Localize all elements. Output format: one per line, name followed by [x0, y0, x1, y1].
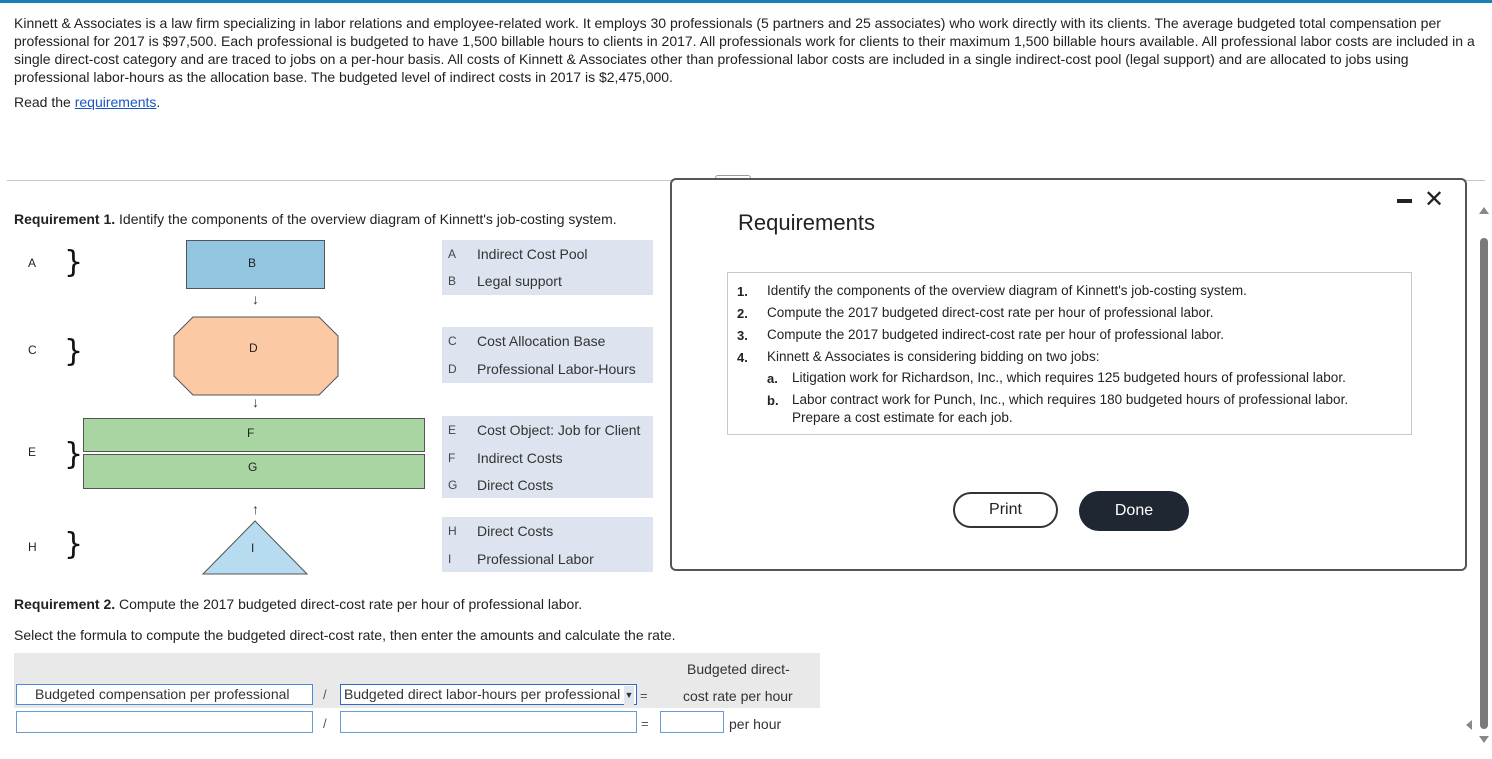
- req-subitem: Labor contract work for Punch, Inc., which requires 180 budgeted hours of professional labor.: [792, 392, 1349, 407]
- modal-title: Requirements: [738, 210, 875, 235]
- top-accent-bar: [0, 0, 1492, 3]
- answer-row-e: [442, 418, 653, 442]
- requirement-2-heading: [14, 596, 582, 612]
- answer-letter: G: [448, 478, 458, 492]
- answer-text[interactable]: Direct Costs: [477, 523, 554, 539]
- equals-sign: =: [641, 716, 649, 731]
- answer-letter: H: [448, 524, 457, 538]
- denominator-select-value: Budgeted direct labor-hours per professional: [344, 686, 621, 702]
- answer-text[interactable]: Direct Costs: [477, 477, 554, 493]
- requirements-list: [727, 272, 1412, 435]
- answer-text[interactable]: Indirect Costs: [477, 450, 563, 466]
- req1-bold: Requirement 1.: [14, 211, 116, 227]
- answer-row-i: [442, 547, 653, 571]
- answer-row-h: [442, 519, 653, 543]
- req2-text: Compute the 2017 budgeted direct-cost rate per hour of professional labor.: [115, 596, 583, 612]
- hours-input[interactable]: [340, 711, 637, 733]
- scrollbar-thumb[interactable]: [1480, 238, 1488, 729]
- answer-letter: D: [448, 362, 457, 376]
- compensation-input[interactable]: [16, 711, 313, 733]
- answer-letter: C: [448, 334, 457, 348]
- read-suffix: .: [156, 94, 161, 110]
- direct-cost-triangle: [202, 520, 308, 575]
- print-button[interactable]: Print: [953, 492, 1058, 528]
- arrow-down-2: ↓: [252, 394, 259, 410]
- read-requirements: [14, 94, 160, 110]
- answer-row-g: [442, 473, 653, 497]
- answer-text[interactable]: Professional Labor-Hours: [477, 361, 636, 377]
- numerator-select[interactable]: [16, 684, 313, 705]
- answer-row-a: [442, 242, 653, 266]
- req-item: Kinnett & Associates is considering bidding on two jobs:: [767, 349, 1100, 364]
- numerator-select-value: Budgeted compensation per professional: [35, 686, 290, 702]
- shape-label-i: I: [251, 541, 255, 555]
- answer-letter: B: [448, 274, 457, 288]
- req-subitem-continuation: Prepare a cost estimate for each job.: [792, 410, 1013, 425]
- req-subnum: b.: [767, 393, 779, 408]
- req-num: 4.: [737, 350, 748, 365]
- answer-block-hi: [442, 517, 653, 572]
- requirement-1-heading: [14, 211, 617, 227]
- answer-letter: I: [448, 552, 452, 566]
- requirements-modal: [670, 178, 1467, 571]
- answer-row-b: [442, 269, 653, 293]
- req-num: 1.: [737, 284, 748, 299]
- answer-text[interactable]: Legal support: [477, 273, 562, 289]
- label-c: C: [28, 343, 37, 357]
- brace-h: }: [64, 527, 84, 562]
- answer-text[interactable]: Professional Labor: [477, 551, 594, 567]
- label-a: A: [28, 256, 37, 270]
- req-item: Identify the components of the overview diagram of Kinnett's job-costing system.: [767, 283, 1247, 298]
- done-button[interactable]: Done: [1079, 491, 1189, 531]
- label-h: H: [28, 540, 37, 554]
- req-num: 3.: [737, 328, 748, 343]
- answer-row-f: [442, 446, 653, 470]
- answer-row-c: [442, 329, 653, 353]
- answer-block-cd: [442, 327, 653, 383]
- req1-text: Identify the components of the overview diagram of Kinnett's job-costing system.: [115, 211, 617, 227]
- shape-label-d: D: [249, 341, 258, 355]
- brace-c: }: [64, 334, 84, 369]
- answer-letter: F: [448, 451, 456, 465]
- req-subnum: a.: [767, 371, 778, 386]
- label-e: E: [28, 445, 37, 459]
- answer-letter: E: [448, 423, 457, 437]
- divide-sign-2: /: [323, 716, 327, 731]
- answer-text[interactable]: Cost Allocation Base: [477, 333, 606, 349]
- denominator-select[interactable]: [340, 684, 637, 705]
- per-hour-label: per hour: [729, 716, 782, 732]
- arrow-up: ↑: [252, 501, 259, 517]
- arrow-down-1: ↓: [252, 291, 259, 307]
- requirement-2-instruction: Select the formula to compute the budgeted direct-cost rate, then enter the amounts and calculate the rate.: [14, 627, 676, 643]
- chevron-down-icon: ▼: [624, 686, 634, 705]
- brace-e: }: [64, 437, 84, 472]
- shape-label-g: G: [248, 460, 258, 474]
- allocation-base-octagon: [173, 316, 339, 396]
- rate-header-line1: Budgeted direct-: [687, 661, 790, 677]
- answer-block-ab: [442, 240, 653, 295]
- req-item: Compute the 2017 budgeted indirect-cost rate per hour of professional labor.: [767, 327, 1225, 342]
- answer-text[interactable]: Indirect Cost Pool: [477, 246, 588, 262]
- answer-block-efg: [442, 416, 653, 498]
- scroll-left-arrow-icon[interactable]: [1466, 720, 1472, 730]
- requirements-link[interactable]: requirements: [74, 94, 157, 110]
- rate-result-input[interactable]: [660, 711, 724, 733]
- scroll-down-arrow-icon[interactable]: [1479, 736, 1489, 743]
- minimize-icon[interactable]: [1397, 199, 1412, 203]
- req-num: 2.: [737, 306, 748, 321]
- req-item: Compute the 2017 budgeted direct-cost rate per hour of professional labor.: [767, 305, 1214, 320]
- equals-sign-header: =: [640, 688, 648, 703]
- read-prefix: Read the: [14, 94, 75, 110]
- answer-text[interactable]: Cost Object: Job for Client: [477, 422, 641, 438]
- req-subitem: Litigation work for Richardson, Inc., which requires 125 budgeted hours of professional labor.: [792, 370, 1346, 385]
- divide-sign: /: [323, 687, 327, 702]
- scroll-up-arrow-icon[interactable]: [1479, 207, 1489, 214]
- problem-intro: Kinnett & Associates is a law firm specializing in labor relations and employee-related work. It employs 30 professionals (5 partners and 25 associates) who work directly with its clients. The average budgeted total compensation per professional for 2017 is $97,500. Each professional is budgeted to have 1,500 billable hours to clients in 2017. All professionals work for clients to their maximum 1,500 billable hours available. All professional labor costs are included in a single direct-cost category and are traced to jobs on a per-hour basis. All costs of Kinnett & Associates other than professional labor costs are included in a single indirect-cost pool (legal support) and are allocated to jobs using professional labor-hours as the allocation base. The budgeted level of indirect costs in 2017 is $2,475,000.: [14, 15, 1475, 85]
- answer-row-d: [442, 357, 653, 381]
- close-icon[interactable]: ✕: [1424, 186, 1445, 213]
- shape-label-b: B: [248, 256, 257, 270]
- shape-label-f: F: [247, 426, 255, 440]
- req2-bold: Requirement 2.: [14, 596, 116, 612]
- brace-a: }: [64, 245, 84, 280]
- answer-letter: A: [448, 247, 457, 261]
- rate-header-line2: cost rate per hour: [683, 688, 793, 704]
